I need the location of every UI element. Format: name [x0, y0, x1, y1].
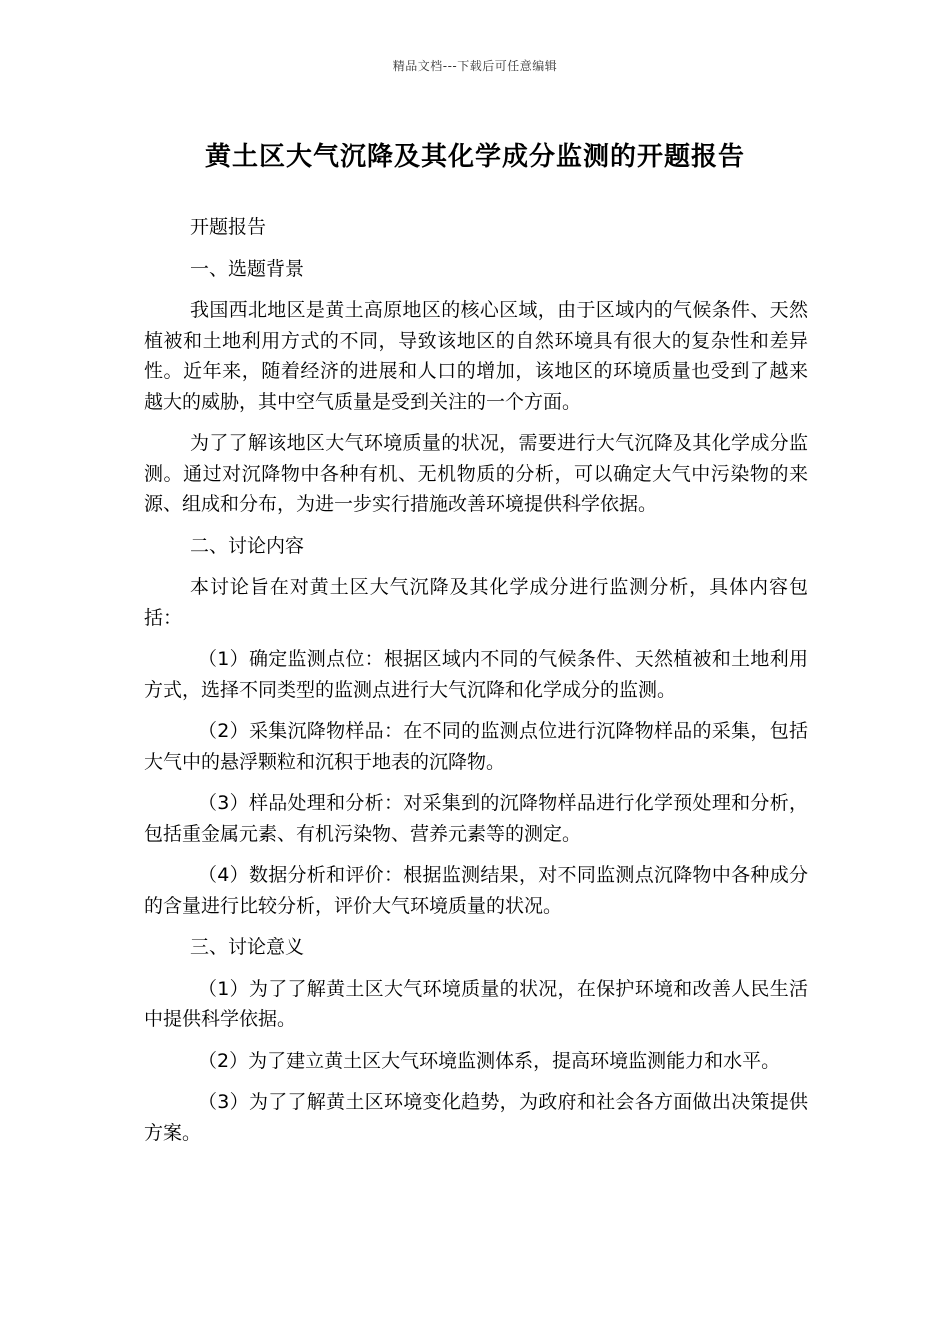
significance-list-item: （2）为了建立黄土区大气环境监测体系，提高环境监测能力和水平。 [198, 1049, 781, 1072]
content-list-item: （3）样品处理和分析：对采集到的沉降物样品进行化学预处理和分析，包括重金属元素、有机污染物、营养元素等的测定。 [144, 792, 808, 845]
header-note: 精品文档---下载后可任意编辑 [392, 59, 558, 73]
content-list-item: （4）数据分析和评价：根据监测结果，对不同监测点沉降物中各种成分的含量进行比较分析，评价大气环境质量的状况。 [144, 864, 808, 917]
document-title: 黄土区大气沉降及其化学成分监测的开题报告 [204, 142, 745, 172]
content-intro: 本讨论旨在对黄土区大气沉降及其化学成分进行监测分析，具体内容包括： [144, 576, 808, 629]
report-label: 开题报告 [190, 216, 267, 238]
content-list-item: （1）确定监测点位：根据区域内不同的气候条件、天然植被和土地利用方式，选择不同类型的监测点进行大气沉降和化学成分的监测。 [144, 648, 808, 701]
background-paragraph: 我国西北地区是黄土高原地区的核心区域，由于区域内的气候条件、天然植被和土地利用方式的不同，导致该地区的自然环境具有很大的复杂性和差异性。近年来，随着经济的进展和人口的增加，该地区的环境质量也受到了越来越大的威胁，其中空气质量是受到关注的一个方面。 [144, 299, 808, 413]
background-paragraph: 为了了解该地区大气环境质量的状况，需要进行大气沉降及其化学成分监测。通过对沉降物中各种有机、无机物质的分析，可以确定大气中污染物的来源、组成和分布，为进一步实行措施改善环境提供科学依据。 [144, 432, 808, 515]
section-heading-background: 一、选题背景 [190, 257, 305, 280]
section-heading-content: 二、讨论内容 [190, 534, 305, 557]
section-heading-significance: 三、讨论意义 [190, 936, 305, 958]
document-body [144, 212, 808, 1159]
content-list-item: （2）采集沉降物样品：在不同的监测点位进行沉降物样品的采集，包括大气中的悬浮颗粒和沉积于地表的沉降物。 [144, 720, 808, 773]
significance-list-item: （3）为了了解黄土区环境变化趋势，为政府和社会各方面做出决策提供方案。 [144, 1091, 808, 1144]
significance-list-item: （1）为了了解黄土区大气环境质量的状况，在保护环境和改善人民生活中提供科学依据。 [144, 977, 808, 1030]
